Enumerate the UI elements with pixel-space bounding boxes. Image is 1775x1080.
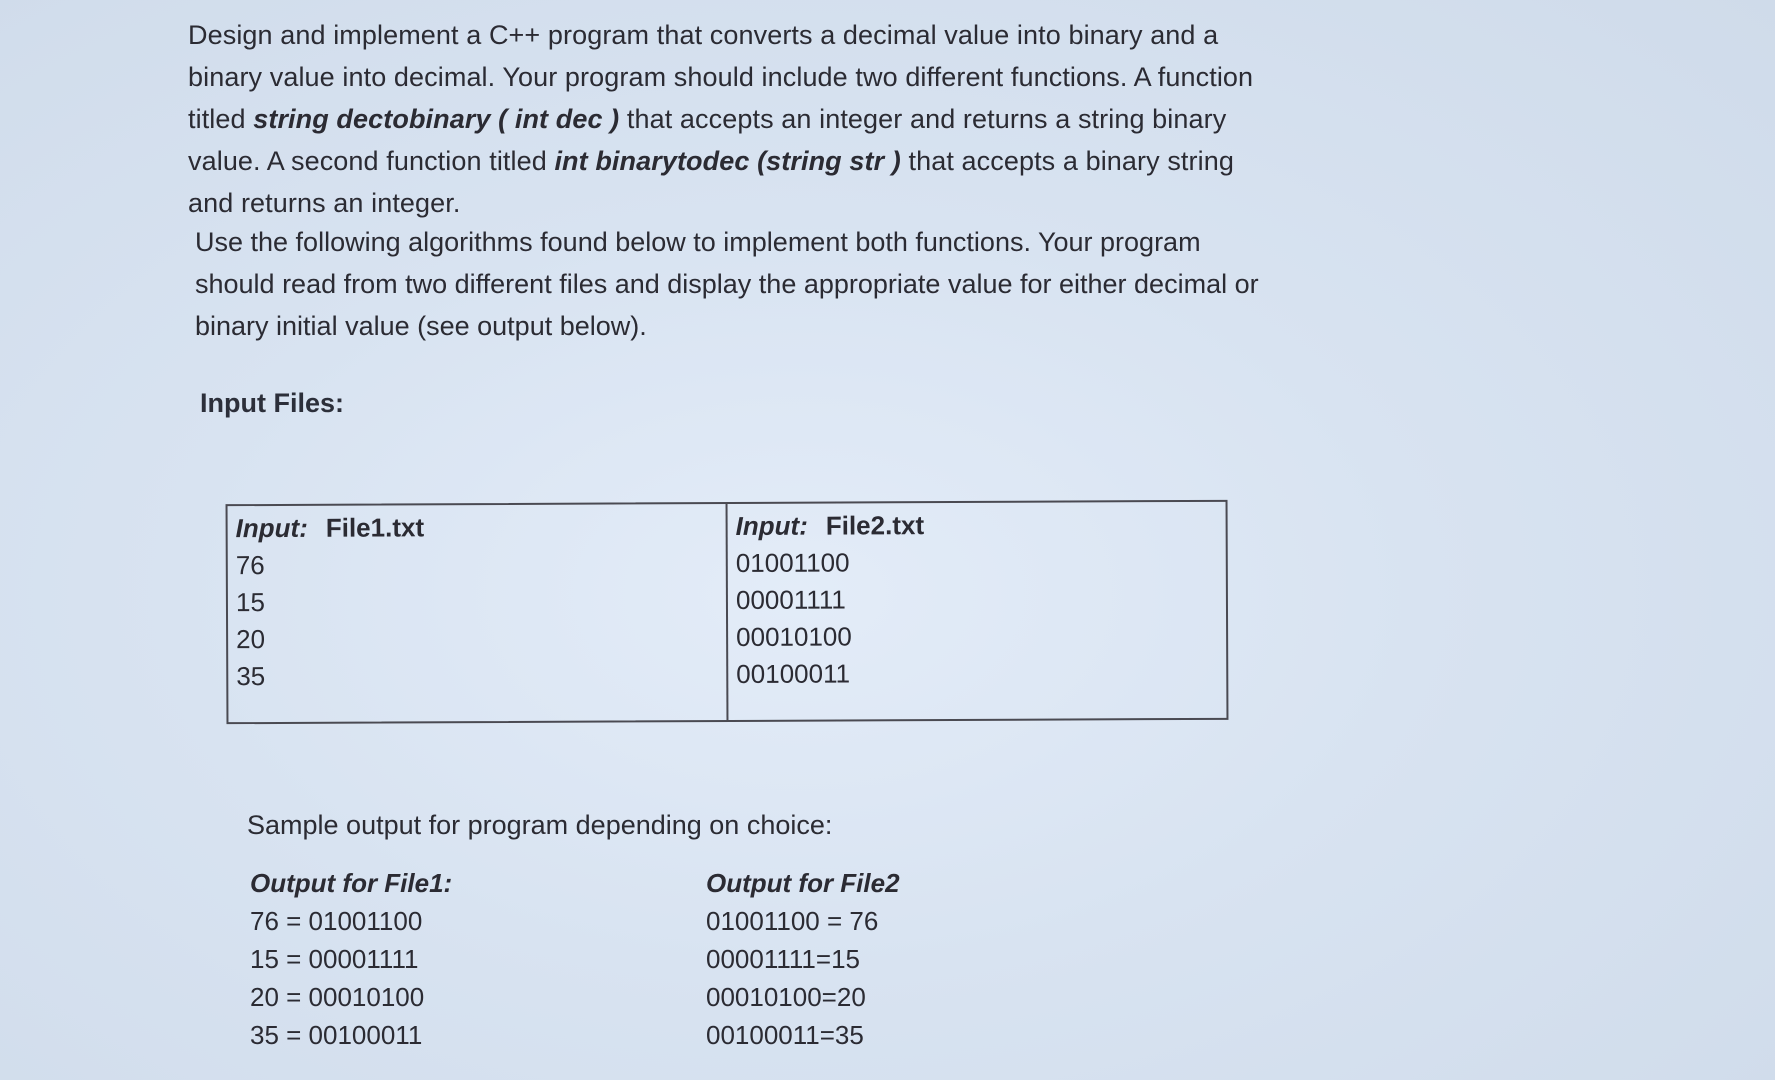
file1-value: 35 (236, 661, 266, 692)
intro-text: Design and implement a C++ program that converts a decimal value into binary and a (188, 20, 1219, 50)
instructions-line: binary initial value (see output below). (195, 311, 647, 341)
instructions-line: Use the following algorithms found below to implement both functions. Your program (195, 227, 1201, 257)
intro-line (188, 56, 1348, 98)
function-signature: int binarytodec (string str ) (554, 146, 901, 176)
file2-output-line: 00010100=20 (706, 982, 866, 1012)
intro-line (188, 14, 1348, 56)
function-signature: string dectobinary ( int dec ) (253, 104, 620, 134)
file2-value: 01001100 (735, 547, 850, 578)
instructions-line: should read from two different files and display the appropriate value for either decimal or (195, 269, 1259, 299)
intro-text: that accepts a binary string (900, 146, 1234, 176)
intro-line (188, 98, 1348, 140)
file2-output-line: 00100011=35 (706, 1020, 864, 1050)
file2-header (736, 506, 1218, 545)
file1-column (228, 504, 727, 722)
file2-column (726, 502, 1227, 720)
file1-output-line: 35 = 00100011 (250, 1020, 423, 1050)
file2-value: 00100011 (736, 658, 851, 689)
intro-text: that accepts an integer and returns a string binary (619, 104, 1227, 134)
instructions-paragraph (195, 221, 1355, 347)
intro-text: titled (188, 104, 254, 134)
file1-header-key: Input: (235, 512, 308, 544)
file2-value: 00010100 (736, 621, 852, 652)
input-files-table (226, 500, 1229, 724)
file1-header (236, 508, 718, 547)
intro-text: binary value into decimal. Your program should include two different functions. A function (188, 62, 1254, 92)
file2-output-block (706, 864, 900, 1054)
input-files-heading: Input Files: (200, 388, 344, 418)
file1-output-line: 15 = 00001111 (250, 944, 419, 974)
intro-paragraph (188, 14, 1348, 224)
intro-line (188, 182, 1348, 224)
file2-header-key: Input: (735, 510, 808, 541)
file1-output-header: Output for File1: (250, 868, 453, 898)
file1-header-filename: File1.txt (325, 512, 425, 543)
intro-text: value. A second function titled (188, 146, 555, 176)
intro-text: and returns an integer. (188, 188, 461, 218)
file2-value: 00001111 (735, 584, 846, 615)
file1-output-line: 76 = 01001100 (250, 906, 423, 936)
file2-output-line: 00001111=15 (706, 944, 860, 974)
file1-value: 20 (236, 624, 266, 655)
file1-value: 15 (235, 587, 265, 618)
file2-output-header: Output for File2 (706, 868, 900, 898)
file2-output-line: 01001100 = 76 (706, 906, 879, 936)
file1-output-line: 20 = 00010100 (250, 982, 425, 1012)
file2-header-filename: File2.txt (825, 510, 925, 541)
file1-output-block (250, 864, 452, 1054)
file1-value: 76 (235, 550, 265, 581)
intro-line (188, 140, 1348, 182)
sample-output-heading: Sample output for program depending on choice: (247, 810, 833, 840)
